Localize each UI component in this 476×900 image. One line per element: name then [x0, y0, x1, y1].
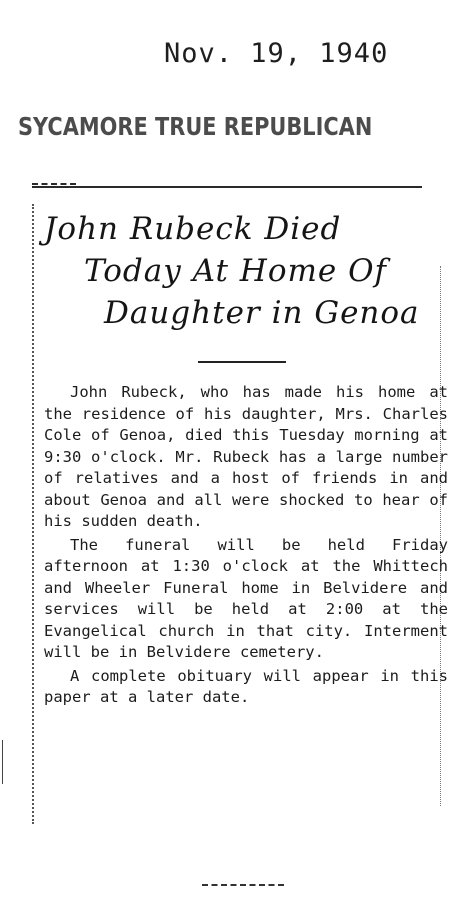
headline-line-1: John Rubeck Died — [44, 211, 342, 247]
clipping-left-edge — [32, 204, 34, 824]
article-paragraph-2: The funeral will be held Friday afternoon at 1:30 o'clock at the Whittech and Wheeler Funeral home in Belvidere and services will be held at 2:00 at the Evangelical church in that city. Interment will be in Belvidere cemetery. — [44, 535, 448, 661]
clipping-date-stamp: Nov. 19, 1940 — [164, 38, 389, 69]
newspaper-name-stamp: SYCAMORE TRUE REPUBLICAN — [18, 112, 373, 141]
headline-line-3: Daughter in Genoa — [104, 295, 420, 331]
article-body — [44, 382, 448, 709]
article-paragraph-3: A complete obituary will appear in this paper at a later date. — [44, 666, 448, 706]
margin-tick-mark — [2, 740, 3, 784]
headline-divider — [198, 361, 286, 363]
article-headline — [38, 208, 438, 334]
newspaper-clipping — [32, 186, 452, 886]
headline-line-2: Today At Home Of — [84, 253, 387, 289]
top-rule — [32, 186, 422, 188]
bottom-rule — [202, 884, 284, 886]
top-rule-mark — [32, 183, 76, 185]
article-paragraph-1: John Rubeck, who has made his home at the residence of his daughter, Mrs. Charles Cole of Genoa, died this Tuesday morning at 9:30 o'clock. Mr. Rubeck has a large number of relatives and a host of friends in and about Genoa and all were shocked to hear of his sudden death. — [44, 383, 448, 530]
